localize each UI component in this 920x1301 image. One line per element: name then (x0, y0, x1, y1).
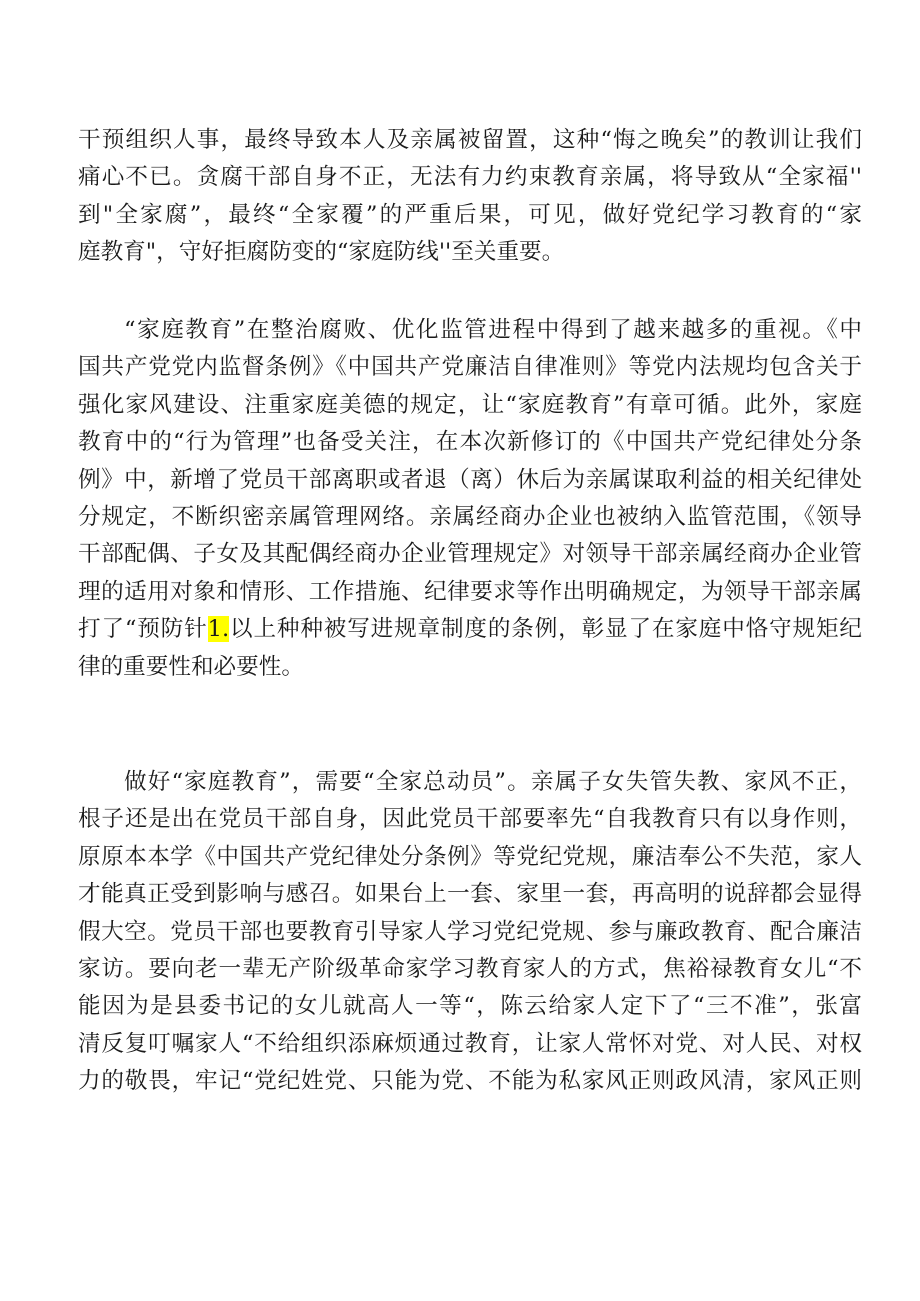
text-line: 能因为是县委书记的女儿就高人一等“，陈云给家人定下了“三不准”，张富 (78, 993, 862, 1020)
highlight-mark: 1. (207, 616, 230, 643)
text-line: 理的适用对象和情形、工作措施、纪律要求等作出明确规定，为领导干部亲属 (78, 578, 862, 605)
text-line: 到"全家腐”，最终“全家覆”的严重后果，可见，做好党纪学习教育的“家 (78, 201, 862, 228)
text-line: 干预组织人事，最终导致本人及亲属被留置，这种“悔之晚矣”的教训让我们 (78, 127, 862, 153)
text-span: 打了“预防针 (78, 616, 208, 643)
text-line: 才能真正受到影响与感召。如果台上一套、家里一套，再高明的说辞都会显得 (78, 881, 862, 908)
text-line: 根子还是出在党员干部自身，因此党员干部要率先“自我教育只有以身作则， (78, 806, 862, 833)
text-line: 国共产党党内监督条例》《中国共产党廉洁自律准则》等党内法规均包含关于 (78, 354, 862, 381)
text-line: 假大空。党员干部也要教育引导家人学习党纪党规、参与廉政教育、配合廉洁 (78, 918, 862, 945)
text-line: 家访。要向老一辈无产阶级革命家学习教育家人的方式，焦裕禄教育女儿“不 (78, 955, 862, 982)
text-line: 教育中的“行为管理”也备受关注，在本次新修订的《中国共产党纪律处分条 (78, 429, 862, 456)
text-line: 律的重要性和必要性。 (78, 653, 304, 680)
text-line: 痛心不已。贪腐干部自身不正，无法有力约束教育亲属，将导致从“全家福'' (78, 164, 862, 191)
text-line: 力的敬畏，牢记“党纪姓党、只能为党、不能为私家风正则政风清，家风正则 (78, 1068, 862, 1095)
text-line: “家庭教育”在整治腐败、优化监管进程中得到了越来越多的重视。《中 (124, 317, 862, 343)
text-line: 原原本本学《中国共产党纪律处分条例》等党纪党规，廉洁奉公不失范，家人 (78, 843, 862, 870)
text-line: 强化家风建设、注重家庭美德的规定，让“家庭教育”有章可循。此外，家庭 (78, 391, 862, 418)
text-line: 干部配偶、子女及其配偶经商办企业管理规定》对领导干部亲属经商办企业管 (78, 541, 862, 568)
text-line-highlighted (78, 611, 862, 648)
text-line: 例》中，新增了党员干部离职或者退（离）休后为亲属谋取利益的相关纪律处 (78, 466, 862, 493)
paragraph-2 (78, 312, 862, 686)
paragraph-1 (78, 122, 862, 272)
text-line: 清反复叮嘱家人“不给组织添麻烦通过教育，让家人常怀对党、对人民、对权 (78, 1030, 862, 1057)
paragraph-3 (78, 764, 862, 1101)
text-line: 分规定，不断织密亲属管理网络。亲属经商办企业也被纳入监管范围，《领导 (78, 503, 862, 530)
text-span: 以上种种被写进规章制度的条例，彰显了在家庭中恪守规矩纪 (229, 616, 862, 643)
text-line: 庭教育"，守好拒腐防变的“家庭防线''至关重要。 (78, 239, 565, 266)
text-line: 做好“家庭教育”，需要“全家总动员”。亲属子女失管失教、家风不正， (124, 769, 862, 795)
